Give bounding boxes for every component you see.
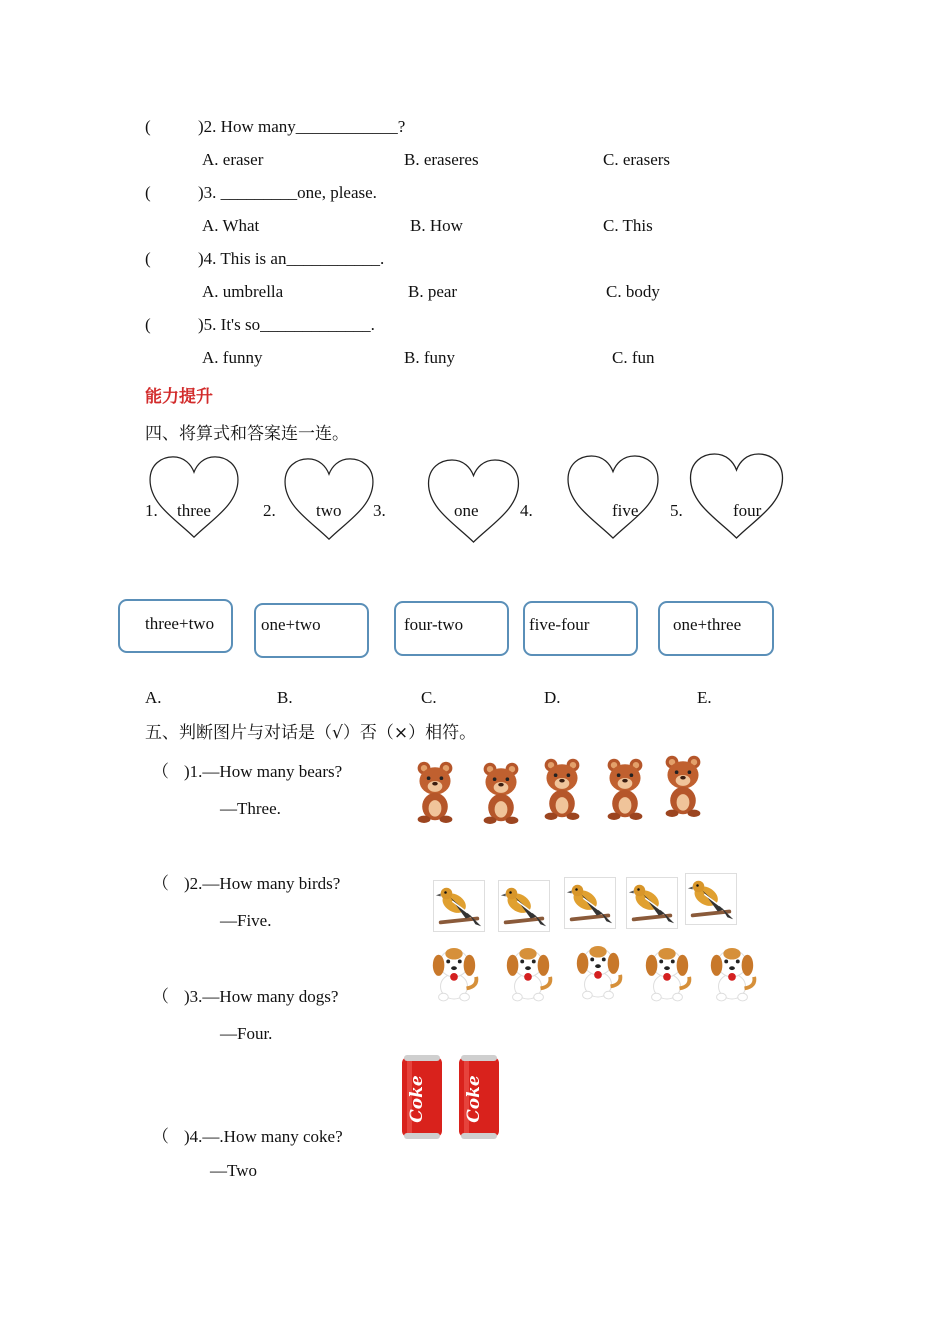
answer-letter: D. (544, 688, 561, 707)
heart-shape (563, 454, 663, 542)
answer-letter: C. (421, 688, 437, 707)
can-label: Coke (407, 1075, 427, 1123)
dialog-answer: —Two (210, 1161, 257, 1180)
part4-instruction: 四、将算式和答案连一连。 (145, 424, 349, 444)
heart-word: three (177, 501, 211, 520)
question-stem: )5. It's so_____________. (198, 315, 375, 334)
heart-number: 5. (670, 501, 683, 520)
heart-number: 1. (145, 501, 158, 520)
expression-box (118, 599, 233, 653)
bear-icon (600, 756, 650, 820)
answer-paren: ( (145, 117, 151, 136)
heart-shape (148, 455, 240, 541)
option-b: B. eraseres (404, 150, 479, 169)
expression-box (394, 601, 509, 656)
question-stem: )2. How many____________? (198, 117, 406, 136)
option-b: B. pear (408, 282, 458, 301)
expression-box (254, 603, 369, 658)
coke-can-icon (455, 1053, 503, 1141)
option-b: B. funy (404, 348, 455, 367)
answer-letter: A. (145, 688, 162, 707)
heart-number: 2. (263, 501, 276, 520)
answer-paren: （ (152, 1127, 169, 1146)
heart-word: one (454, 501, 479, 520)
dialog-answer: —Four. (220, 1024, 273, 1043)
answer-paren: （ (152, 762, 169, 781)
dog-icon (502, 944, 554, 1002)
option-c: C. fun (612, 348, 655, 367)
dialog-question: )1.—How many bears? (184, 762, 343, 781)
heart-word: four (733, 501, 762, 520)
option-a: A. eraser (202, 150, 264, 169)
heart-shape (688, 452, 785, 542)
dialog-question: )2.—How many birds? (184, 874, 341, 893)
option-c: C. body (606, 282, 660, 301)
can-label: Coke (464, 1075, 484, 1123)
answer-letter: E. (697, 688, 712, 707)
expression-text: five-four (529, 615, 590, 634)
heart-number: 4. (520, 501, 533, 520)
option-a: A. What (202, 216, 260, 235)
dog-icon (572, 942, 624, 1000)
bear-icon (410, 759, 460, 823)
coke-can-icon (398, 1053, 446, 1141)
expression-box (523, 601, 638, 656)
option-c: C. This (603, 216, 653, 235)
question-stem: )4. This is an___________. (198, 249, 385, 268)
answer-paren: ( (145, 315, 151, 334)
answer-paren: （ (152, 987, 169, 1006)
bird-icon (433, 880, 485, 932)
heart-shape (281, 457, 377, 543)
dialog-question: )3.—How many dogs? (184, 987, 339, 1006)
expression-text: one+two (261, 615, 321, 634)
heart-word: five (612, 501, 639, 520)
dialog-answer: —Three. (220, 799, 281, 818)
section-title: 能力提升 (145, 387, 213, 407)
answer-paren: ( (145, 183, 151, 202)
option-a: A. funny (202, 348, 263, 367)
dog-icon (706, 944, 758, 1002)
option-b: B. How (410, 216, 463, 235)
dialog-answer: —Five. (220, 911, 272, 930)
dog-icon (428, 944, 480, 1002)
answer-paren: （ (152, 874, 169, 893)
option-c: C. erasers (603, 150, 671, 169)
bird-icon (626, 877, 678, 929)
expression-text: three+two (145, 614, 215, 633)
heart-number: 3. (373, 501, 386, 520)
answer-paren: ( (145, 249, 151, 268)
dog-icon (641, 944, 693, 1002)
bird-icon (685, 873, 737, 925)
bear-icon (537, 756, 587, 820)
bird-icon (498, 880, 550, 932)
answer-letter: B. (277, 688, 293, 707)
bird-icon (564, 877, 616, 929)
option-a: A. umbrella (202, 282, 284, 301)
dialog-question: )4.—.How many coke? (184, 1127, 343, 1146)
expression-text: one+three (673, 615, 742, 634)
part5-instruction: 五、判断图片与对话是（√）否（×）相符。 (145, 723, 477, 743)
expression-box (658, 601, 774, 656)
bear-icon (658, 753, 708, 817)
question-stem: )3. _________one, please. (198, 183, 377, 202)
expression-text: four-two (404, 615, 464, 634)
heart-word: two (316, 501, 342, 520)
bear-icon (476, 760, 526, 824)
